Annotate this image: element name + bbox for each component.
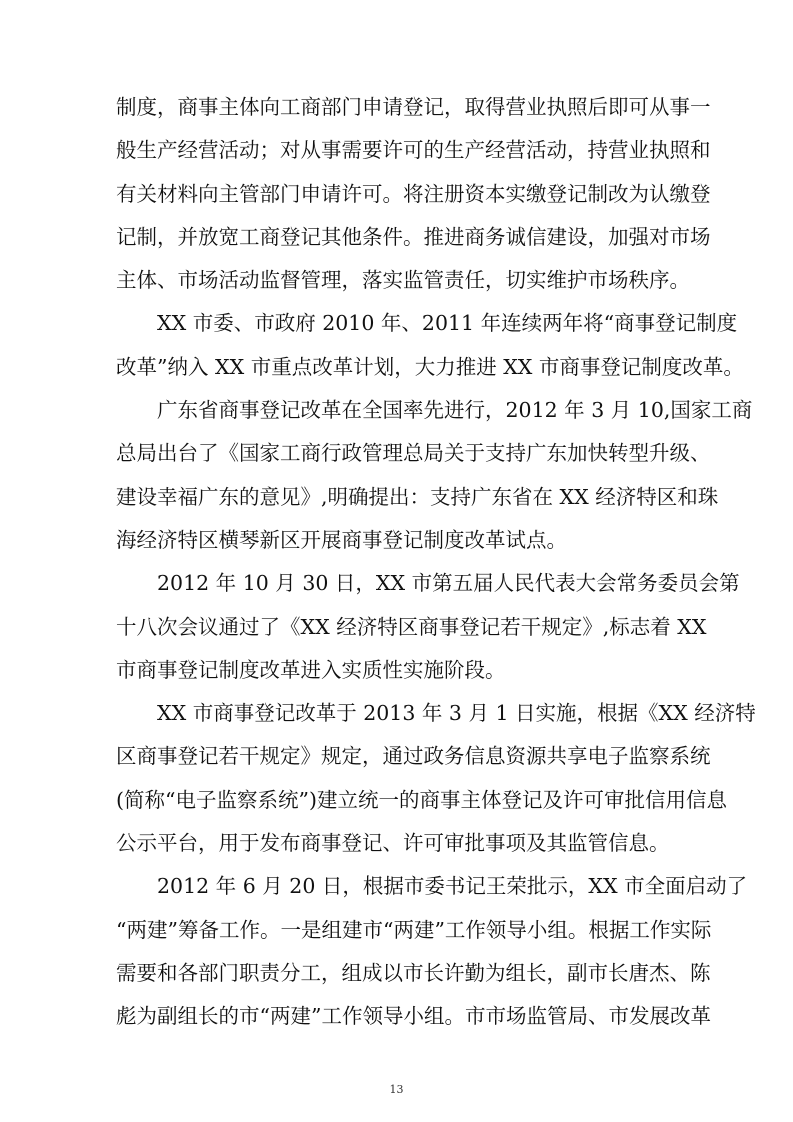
paragraph-first-line: XX 市委、市政府 2010 年、2011 年连续两年将“商事登记制度 (157, 311, 738, 336)
text-line: 改革”纳入 XX 市重点改革计划，大力推进 XX 市商事登记制度改革。 (116, 354, 744, 379)
text-line: 市商事登记制度改革进入实质性实施阶段。 (116, 657, 506, 682)
text-line: (简称“电子监察系统”)建立统一的商事主体登记及许可审批信用信息 (116, 787, 727, 812)
text-line: 公示平台，用于发布商事登记、许可审批事项及其监管信息。 (116, 831, 670, 856)
text-line: 有关材料向主管部门申请许可。将注册资本实缴登记制改为认缴登 (116, 181, 711, 206)
paragraph-first-line: XX 市商事登记改革于 2013 年 3 月 1 日实施，根据《XX 经济特 (157, 701, 756, 726)
text-line: 区商事登记若干规定》规定，通过政务信息资源共享电子监察系统 (116, 744, 711, 769)
text-line: 主体、市场活动监督管理，落实监管责任，切实维护市场秩序。 (116, 268, 690, 293)
text-line: 制度，商事主体向工商部门申请登记，取得营业执照后即可从事一 (116, 95, 711, 119)
page-number: 13 (389, 1083, 404, 1096)
text-line: 彪为副组长的市“两建”工作领导小组。市市场监管局、市发展改革 (116, 1004, 711, 1029)
text-line: 般生产经营活动；对从事需要许可的生产经营活动，持营业执照和 (116, 138, 711, 163)
paragraph-first-line: 2012 年 6 月 20 日，根据市委书记王荣批示，XX 市全面启动了 (157, 874, 748, 899)
paragraph-first-line: 广东省商事登记改革在全国率先进行，2012 年 3 月 10,国家工商 (157, 398, 753, 423)
text-line: 海经济特区横琴新区开展商事登记制度改革试点。 (116, 527, 567, 552)
text-line: “两建”筹备工作。一是组建市“两建”工作领导小组。根据工作实际 (116, 917, 712, 942)
text-line: 需要和各部门职责分工，组成以市长许勤为组长，副市长唐杰、陈 (116, 960, 711, 985)
text-line: 记制，并放宽工商登记其他条件。推进商务诚信建设，加强对市场 (116, 224, 711, 249)
paragraph-first-line: 2012 年 10 月 30 日，XX 市第五届人民代表大会常务委员会第 (157, 571, 740, 596)
body-text (116, 86, 756, 1039)
text-line: 十八次会议通过了《XX 经济特区商事登记若干规定》,标志着 XX (116, 614, 707, 639)
text-line: 建设幸福广东的意见》,明确提出：支持广东省在 XX 经济特区和珠 (116, 484, 719, 509)
text-line: 总局出台了《国家工商行政管理总局关于支持广东加快转型升级、 (116, 441, 711, 466)
